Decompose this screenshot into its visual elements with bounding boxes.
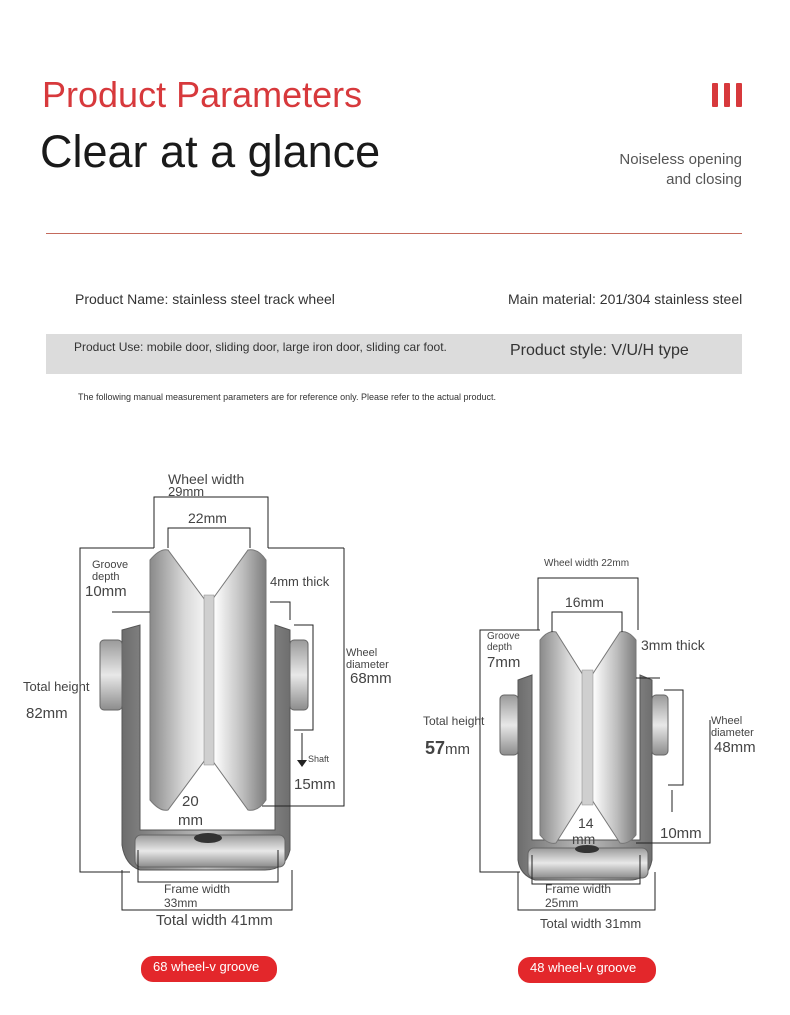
spec-product-name: Product Name: stainless steel track wheel: [75, 291, 335, 307]
wheel-68-illustration: [100, 550, 308, 870]
w68-groove-bottom-value: 20: [182, 793, 199, 810]
w68-caption-badge: 68 wheel-v groove: [141, 956, 277, 982]
w68-frame-width: 33mm: [164, 896, 198, 910]
w48-groove-depth-label: Groove depth: [487, 631, 520, 653]
w68-shaft-label: Shaft: [308, 754, 330, 764]
shaft-arrow-icon: [297, 760, 307, 767]
section-subtitle: Clear at a glance: [40, 126, 381, 177]
w68-wheel-width: 29mm: [168, 484, 205, 499]
w68-total-width: Total width 41mm: [156, 912, 273, 929]
measurement-note: The following manual measurement parameters are for reference only. Please refer to the actual product.: [78, 392, 497, 402]
w68-total-height-label: Total height: [23, 679, 90, 694]
w48-total-height: 57mm: [425, 738, 471, 758]
spec-product-style: Product style: V/U/H type: [510, 342, 689, 359]
spec-material: Main material: 201/304 stainless steel: [508, 291, 743, 307]
w68-total-height: 82mm: [26, 705, 68, 722]
w48-groove-depth: 7mm: [487, 654, 521, 671]
section-title: Product Parameters: [42, 74, 363, 115]
w48-caption-badge: 48 wheel-v groove: [518, 957, 656, 983]
w68-groove-depth-label: Groove depth: [92, 559, 129, 583]
w68-inner-width: 22mm: [188, 510, 227, 526]
w48-side-dimension: 10mm: [660, 825, 702, 842]
tagline-line-2: and closing: [666, 171, 742, 188]
w48-inner-width: 16mm: [565, 594, 604, 610]
w48-groove-bottom-unit: mm: [572, 831, 596, 847]
w48-wheel-width: Wheel width 22mm: [544, 558, 630, 569]
w68-wheel-diameter-label: Wheel diameter: [346, 647, 389, 671]
w48-total-width: Total width 31mm: [540, 916, 642, 931]
w68-frame-width-label: Frame width: [164, 882, 231, 896]
w48-thickness: 3mm thick: [641, 637, 705, 653]
w68-groove-depth: 10mm: [85, 583, 127, 600]
w48-wheel-diameter: 48mm: [714, 739, 756, 756]
w68-wheel-width-label: Wheel width: [168, 471, 245, 487]
w68-wheel-diameter: 68mm: [350, 670, 392, 687]
spec-product-use: Product Use: mobile door, sliding door, large iron door, sliding car foot.: [74, 340, 447, 354]
w68-groove-bottom-unit: mm: [178, 812, 203, 829]
w48-wheel-diameter-label: Wheel diameter: [711, 715, 754, 739]
tagline-line-1: Noiseless opening: [619, 151, 742, 168]
w48-groove-bottom-value: 14: [578, 815, 594, 831]
w68-thickness: 4mm thick: [270, 574, 330, 589]
w68-shaft: 15mm: [294, 776, 336, 793]
w48-total-height-label: Total height: [423, 714, 485, 728]
w48-frame-width: 25mm: [545, 896, 579, 910]
w48-frame-width-label: Frame width: [545, 882, 612, 896]
